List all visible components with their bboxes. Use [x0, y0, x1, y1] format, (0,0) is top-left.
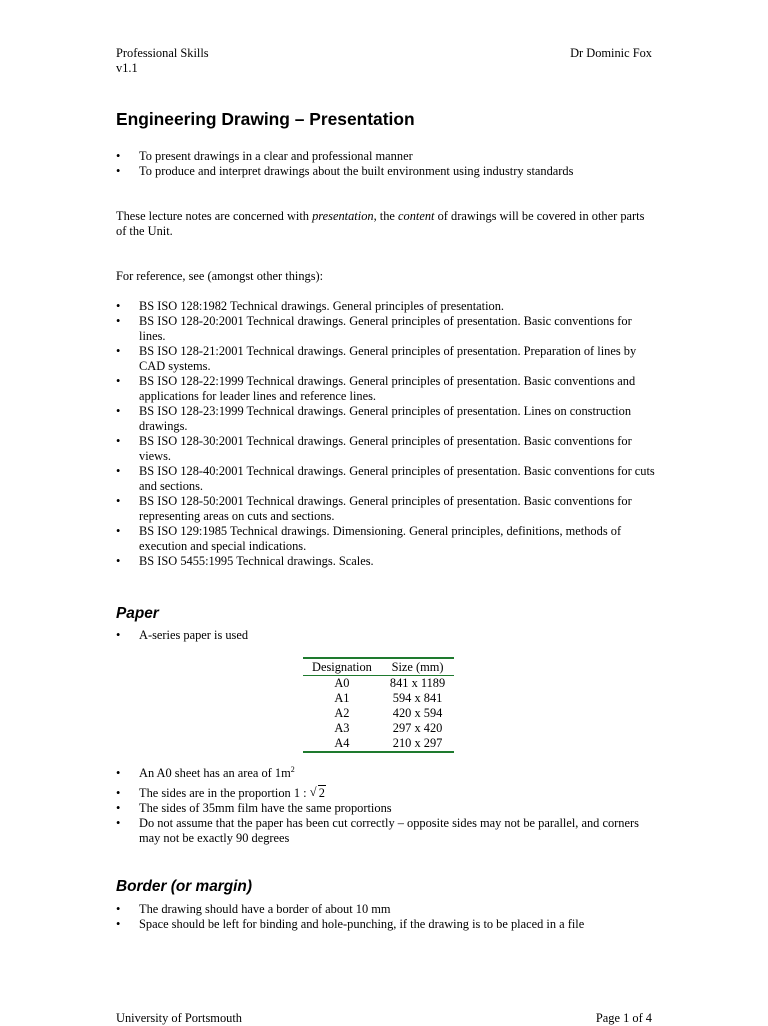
- paper-notes-list: [116, 766, 656, 846]
- objectives-list: [116, 149, 656, 179]
- intro-text: These lecture notes are concerned with: [116, 209, 313, 223]
- size-cell: 210 x 297: [392, 736, 443, 750]
- designation-cell: A4: [334, 736, 350, 750]
- reference-item: • BS ISO 128-23:1999 Technical drawings. General principles of presentation. Lines on construction drawings.: [116, 404, 656, 434]
- list-item: • A-series paper is used: [116, 628, 656, 643]
- list-item-proportion: [116, 786, 656, 801]
- document-version: v1.1: [116, 61, 138, 75]
- table-row: [303, 706, 454, 721]
- designation-cell: A2: [334, 706, 350, 720]
- reference-item: • BS ISO 128-50:2001 Technical drawings. General principles of presentation. Basic conventions for representing areas on cuts and sections.: [116, 494, 656, 524]
- reference-intro: For reference, see (amongst other things):: [116, 269, 324, 283]
- designation-cell: A3: [334, 721, 350, 735]
- reference-item: • BS ISO 128:1982 Technical drawings. General principles of presentation.: [116, 299, 656, 314]
- footer-page-number: Page 1 of 4: [595, 1011, 652, 1025]
- area-text: An A0 sheet has an area of 1m: [139, 766, 291, 780]
- list-item: • To produce and interpret drawings about the built environment using industry standards: [116, 164, 656, 179]
- table-row: [303, 721, 454, 736]
- paper-intro-list: [116, 628, 656, 643]
- reference-item: • BS ISO 5455:1995 Technical drawings. Scales.: [116, 554, 656, 569]
- list-item: • The drawing should have a border of about 10 mm: [116, 902, 656, 917]
- size-cell: 841 x 1189: [389, 676, 446, 690]
- course-name: Professional Skills: [116, 46, 209, 60]
- superscript: 2: [290, 765, 295, 774]
- intro-text: , the: [373, 209, 399, 223]
- square-root: [310, 786, 326, 801]
- reference-item: • BS ISO 128-22:1999 Technical drawings. General principles of presentation. Basic conventions and applications for leader lines and reference lines.: [116, 374, 656, 404]
- column-header-designation: Designation: [303, 658, 381, 676]
- designation-cell: A0: [334, 676, 350, 690]
- list-item: • The sides of 35mm film have the same proportions: [116, 801, 656, 816]
- list-item-a0-area: [116, 766, 656, 781]
- size-cell: 297 x 420: [392, 721, 443, 735]
- reference-item: • BS ISO 129:1985 Technical drawings. Dimensioning. General principles, definitions, methods of execution and special indications.: [116, 524, 656, 554]
- footer-institution: University of Portsmouth: [116, 1011, 242, 1025]
- references-list: [116, 299, 656, 569]
- table-row: [303, 676, 454, 692]
- section-heading-border: Border (or margin): [116, 878, 252, 895]
- size-cell: 594 x 841: [392, 691, 443, 705]
- section-heading-paper: Paper: [116, 605, 159, 622]
- border-list: [116, 902, 656, 932]
- table-header-row: [303, 658, 454, 676]
- intro-paragraph: [116, 209, 652, 239]
- column-header-size: Size (mm): [381, 658, 454, 676]
- reference-item: • BS ISO 128-40:2001 Technical drawings. General principles of presentation. Basic conventions for cuts and sections.: [116, 464, 656, 494]
- table-row: [303, 691, 454, 706]
- author-name: Dr Dominic Fox: [570, 46, 652, 60]
- proportion-text: The sides are in the proportion 1 :: [139, 786, 310, 800]
- list-item: • Space should be left for binding and hole-punching, if the drawing is to be placed in a file: [116, 917, 656, 932]
- size-cell: 420 x 594: [392, 706, 443, 720]
- list-item: • To present drawings in a clear and professional manner: [116, 149, 656, 164]
- reference-item: • BS ISO 128-30:2001 Technical drawings. General principles of presentation. Basic conventions for views.: [116, 434, 656, 464]
- page-title: Engineering Drawing – Presentation: [116, 109, 415, 129]
- radicand: 2: [318, 786, 325, 800]
- designation-cell: A1: [334, 691, 350, 705]
- intro-text: of drawings will be covered in other parts of the Unit.: [116, 209, 645, 238]
- reference-item: • BS ISO 128-21:2001 Technical drawings. General principles of presentation. Preparation of lines by CAD systems.: [116, 344, 656, 374]
- table-row: [303, 736, 454, 752]
- paper-sizes-table: [303, 657, 454, 753]
- intro-emphasis-presentation: presentation: [312, 209, 374, 223]
- reference-item: • BS ISO 128-20:2001 Technical drawings. General principles of presentation. Basic conventions for lines.: [116, 314, 656, 344]
- running-header-left: [116, 46, 209, 76]
- list-item: • Do not assume that the paper has been cut correctly – opposite sides may not be parallel, and corners may not be exactly 90 degrees: [116, 816, 656, 846]
- radical-sign: √: [309, 785, 317, 799]
- intro-emphasis-content: content: [398, 209, 435, 223]
